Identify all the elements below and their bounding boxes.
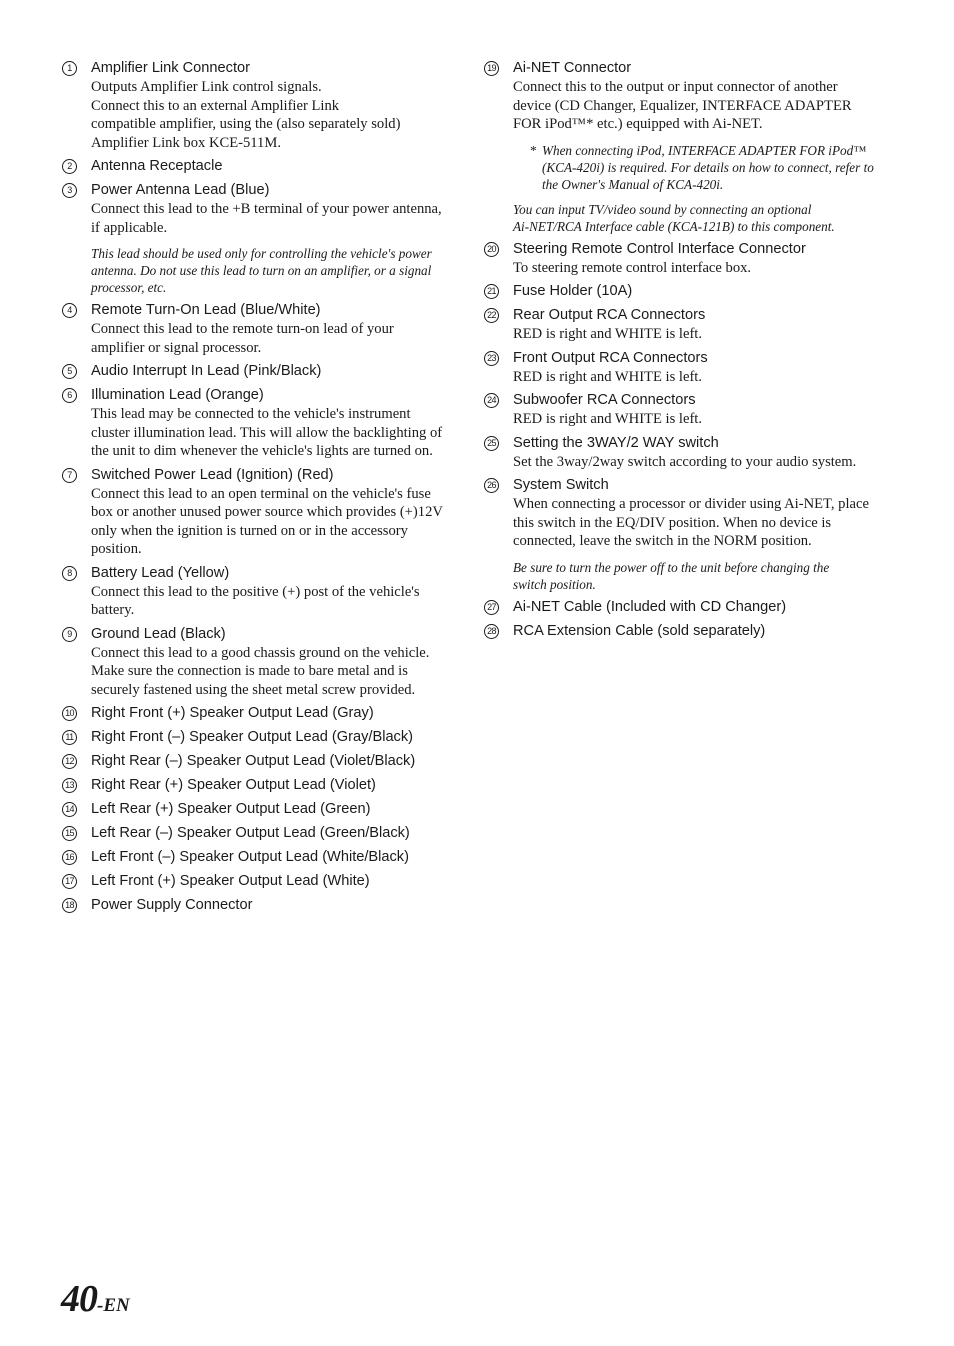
list-item [62, 752, 454, 771]
item-number-badge: 5 [62, 364, 77, 379]
item-number-badge: 16 [62, 850, 77, 865]
item-number-badge: 11 [62, 730, 77, 745]
item-number-badge: 18 [62, 898, 77, 913]
list-item [484, 240, 878, 278]
description-line: compatible amplifier, using the (also separately sold) [91, 116, 401, 132]
item-title: Ai-NET Cable (Included with CD Changer) [513, 598, 787, 615]
list-item [62, 728, 454, 747]
list-item [484, 282, 878, 301]
description-line: Connect this to the output or input connector of another [513, 79, 838, 95]
item-number-badge: 6 [62, 388, 77, 403]
description-line: Connect this lead to the +B terminal of your power antenna, [91, 201, 442, 217]
item-number-badge: 25 [484, 436, 499, 451]
item-description [91, 200, 454, 237]
description-line: RED is right and WHITE is left. [513, 326, 703, 342]
item-number-badge: 3 [62, 183, 77, 198]
list-item [62, 872, 454, 891]
item-title: Switched Power Lead (Ignition) (Red) [91, 466, 334, 483]
description-line: RED is right and WHITE is left. [513, 411, 703, 427]
description-line: When connecting a processor or divider using Ai-NET, place [513, 496, 869, 512]
item-title: System Switch [513, 477, 609, 493]
description-line: This lead may be connected to the vehicle's instrument [91, 406, 411, 422]
description-line: Connect this to an external Amplifier Link [91, 97, 340, 114]
item-number-badge: 13 [62, 778, 77, 793]
item-number-badge: 27 [484, 600, 499, 615]
item-title: Ai-NET Connector [513, 60, 632, 76]
list-item [62, 776, 454, 795]
item-title: Audio Interrupt In Lead (Pink/Black) [91, 363, 322, 379]
item-title: Steering Remote Control Interface Connector [513, 240, 806, 257]
description-line: Connect this lead to the positive (+) post of the vehicle's [91, 583, 420, 600]
item-title: RCA Extension Cable (sold separately) [513, 622, 766, 639]
list-item [484, 476, 878, 593]
item-title: Right Rear (+) Speaker Output Lead (Violet) [91, 777, 376, 793]
item-title: Power Antenna Lead (Blue) [91, 182, 270, 198]
note-line: You can input TV/video sound by connecting an optional [513, 201, 812, 217]
description-line: securely fastened using the sheet metal screw provided. [91, 681, 416, 698]
item-number-badge: 14 [62, 802, 77, 817]
item-description [513, 259, 878, 278]
item-number-badge: 21 [484, 284, 499, 299]
description-line: box or another unused power source which provides (+)12V [91, 504, 443, 520]
note-line: Be sure to turn the power off to the unit before changing the [513, 559, 830, 575]
item-title: Left Rear (–) Speaker Output Lead (Green/Black) [91, 825, 410, 841]
item-number-badge: 19 [484, 61, 499, 76]
item-number-badge: 20 [484, 242, 499, 257]
description-line: Connect this lead to an open terminal on the vehicle's fuse [91, 485, 431, 502]
item-number-badge: 15 [62, 826, 77, 841]
list-item [62, 896, 454, 915]
item-description [513, 325, 878, 344]
description-line: FOR iPod™* etc.) equipped with Ai-NET. [513, 116, 763, 132]
item-note [91, 245, 454, 296]
item-number-badge: 4 [62, 303, 77, 318]
description-line: only when the ignition is turned on or in the accessory [91, 522, 408, 539]
item-number-badge: 12 [62, 754, 77, 769]
item-description [513, 368, 878, 387]
item-description [513, 410, 878, 429]
description-line: To steering remote control interface box. [513, 259, 752, 276]
list-item [62, 301, 454, 357]
item-number-badge: 17 [62, 874, 77, 889]
note-line: the Owner's Manual of KCA-420i. [542, 176, 724, 192]
item-description [513, 453, 878, 472]
description-line: Make sure the connection is made to bare metal and is [91, 663, 408, 679]
list-item [62, 848, 454, 867]
item-description [91, 405, 454, 461]
item-title: Power Supply Connector [91, 897, 253, 913]
description-line: Outputs Amplifier Link control signals. [91, 79, 322, 95]
item-number-badge: 28 [484, 624, 499, 639]
item-title: Illumination Lead (Orange) [91, 387, 264, 403]
description-line: position. [91, 541, 142, 557]
item-title: Ground Lead (Black) [91, 625, 226, 642]
item-number-badge: 2 [62, 159, 77, 174]
description-line: amplifier or signal processor. [91, 339, 262, 356]
note-line: processor, etc. [91, 280, 167, 295]
description-line: cluster illumination lead. This will allow the backlighting of [91, 424, 443, 441]
item-title: Left Front (–) Speaker Output Lead (White/Black) [91, 849, 409, 865]
item-title: Remote Turn-On Lead (Blue/White) [91, 302, 321, 318]
footnote-asterisk: * [530, 142, 537, 158]
page-number [61, 1277, 130, 1321]
item-title: Right Rear (–) Speaker Output Lead (Violet/Black) [91, 753, 416, 769]
list-item [484, 391, 878, 429]
list-item [62, 824, 454, 843]
item-number-badge: 1 [62, 61, 77, 76]
item-description [513, 495, 878, 551]
note-line: (KCA-420i) is required. For details on how to connect, refer to [542, 159, 874, 175]
item-description [513, 78, 878, 134]
list-item [484, 59, 878, 235]
item-number-badge: 7 [62, 468, 77, 483]
note-line: switch position. [513, 576, 596, 592]
note-line: antenna. Do not use this lead to turn on an amplifier, or a signal [91, 263, 432, 278]
item-number-badge: 22 [484, 308, 499, 323]
list-item [484, 306, 878, 344]
list-item [484, 622, 878, 641]
item-title: Left Front (+) Speaker Output Lead (White) [91, 873, 370, 889]
note-line: This lead should be used only for controlling the vehicle's power [91, 246, 432, 261]
description-line: battery. [91, 602, 135, 618]
item-number-badge: 26 [484, 478, 499, 493]
page-number-suffix: -EN [97, 1295, 130, 1316]
item-number-badge: 9 [62, 627, 77, 642]
item-title: Amplifier Link Connector [91, 60, 250, 76]
item-title: Antenna Receptacle [91, 158, 223, 174]
item-title: Fuse Holder (10A) [513, 283, 633, 299]
item-description [91, 485, 454, 559]
item-description [91, 78, 454, 152]
list-item [62, 625, 454, 700]
description-line: the unit to dim whenever the vehicle's lights are turned on. [91, 443, 433, 459]
item-number-badge: 10 [62, 706, 77, 721]
description-line: Set the 3way/2way switch according to your audio system. [513, 453, 857, 470]
item-title: Rear Output RCA Connectors [513, 307, 706, 323]
item-title: Right Front (–) Speaker Output Lead (Gray/Black) [91, 729, 414, 745]
item-title: Right Front (+) Speaker Output Lead (Gray) [91, 705, 374, 721]
item-description [91, 583, 454, 620]
list-item [484, 434, 878, 472]
item-note [513, 201, 878, 235]
note-line: Ai-NET/RCA Interface cable (KCA-121B) to this component. [513, 218, 835, 234]
item-description [91, 644, 454, 700]
right-column [484, 59, 878, 646]
item-note [513, 559, 878, 593]
description-line: device (CD Changer, Equalizer, INTERFACE ADAPTER [513, 97, 852, 114]
list-item [62, 704, 454, 723]
list-item [62, 564, 454, 620]
list-item [62, 181, 454, 296]
item-description [91, 320, 454, 357]
left-column [62, 59, 454, 920]
item-title: Left Rear (+) Speaker Output Lead (Green) [91, 801, 371, 817]
description-line: Amplifier Link box KCE-511M. [91, 134, 281, 151]
item-title: Battery Lead (Yellow) [91, 564, 230, 581]
description-line: if applicable. [91, 219, 168, 236]
description-line: this switch in the EQ/DIV position. When no device is [513, 514, 832, 531]
description-line: Connect this lead to a good chassis ground on the vehicle. [91, 644, 430, 661]
list-item [62, 386, 454, 461]
list-item [62, 466, 454, 559]
item-number-badge: 23 [484, 351, 499, 366]
item-title: Subwoofer RCA Connectors [513, 392, 696, 408]
list-item [62, 362, 454, 381]
footnote-text [542, 142, 878, 193]
description-line: RED is right and WHITE is left. [513, 368, 703, 385]
list-item [62, 157, 454, 176]
list-item [62, 800, 454, 819]
description-line: connected, leave the switch in the NORM position. [513, 533, 812, 549]
item-number-badge: 24 [484, 393, 499, 408]
description-line: Connect this lead to the remote turn-on lead of your [91, 321, 394, 337]
list-item [62, 59, 454, 152]
list-item [484, 349, 878, 387]
list-item [484, 598, 878, 617]
footnote [513, 142, 878, 193]
page-number-value: 40 [61, 1278, 97, 1320]
item-title: Setting the 3WAY/2 WAY switch [513, 434, 719, 451]
note-line: When connecting iPod, INTERFACE ADAPTER FOR iPod™ [542, 142, 867, 158]
item-title: Front Output RCA Connectors [513, 349, 708, 366]
item-number-badge: 8 [62, 566, 77, 581]
